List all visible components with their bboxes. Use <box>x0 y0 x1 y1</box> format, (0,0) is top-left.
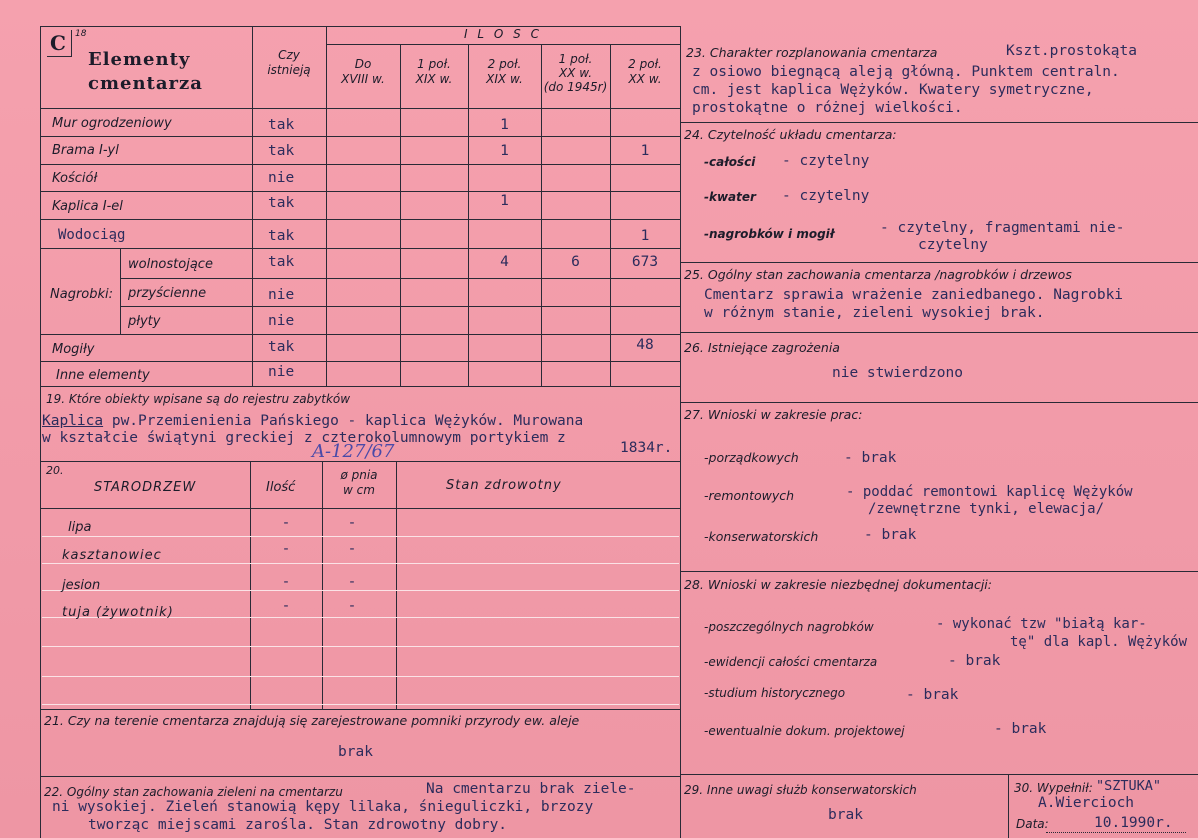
row-label: Kaplica I-el <box>52 199 123 214</box>
s22-text: ni wysokiej. Zieleń stanowią kępy lilaka, śnieguliczki, brzozy <box>52 799 594 815</box>
s28-c-value: - brak <box>906 687 959 703</box>
s25-label: 25. Ogólny stan zachowania cmentarza /nagrobków i drzewos <box>684 267 1072 282</box>
qty-value: 673 <box>631 254 659 270</box>
date-value: 10.1990r. <box>1094 815 1173 831</box>
tree-qty: - <box>281 515 291 531</box>
s22-label: 22. Ogólny stan zachowania zieleni na cmentarzu <box>44 785 343 799</box>
tree-pnia: - <box>347 574 357 590</box>
s27-label: 27. Wnioski w zakresie prac: <box>684 407 863 422</box>
s20-header-pnia: ø pnia w cm <box>340 468 378 497</box>
s27-c-label: -konserwatorskich <box>704 529 819 544</box>
s27-b-value: - poddać remontowi kaplicę Wężyków <box>846 484 1133 500</box>
s27-b-label: -remontowych <box>704 488 795 503</box>
s22-text: tworząc miejscami zarośla. Stan zdrowotny dobry. <box>88 817 508 833</box>
title-line1: Elementy <box>88 49 191 70</box>
row-label: płyty <box>128 314 161 329</box>
tree-pnia: - <box>347 598 357 614</box>
qty-value: 4 <box>500 254 509 270</box>
row-label: Mur ogrodzeniowy <box>52 116 172 131</box>
s28-d-label: -ewentualnie dokum. projektowej <box>704 724 905 738</box>
exists-value: tak <box>268 339 295 355</box>
period-header: 2 poł. XX w. <box>628 57 662 86</box>
s29-value: brak <box>828 807 863 823</box>
period-header: 1 poł. XIX w. <box>415 57 453 86</box>
row-label: Wodociąg <box>58 227 126 243</box>
row-label: Mogiły <box>52 342 95 357</box>
s23-text: z osiowo biegnącą aleją główną. Punktem centraln. <box>692 64 1120 80</box>
s28-d-value: - brak <box>994 721 1047 737</box>
s28-a-value: - wykonać tzw "białą kar- <box>936 616 1147 632</box>
exists-value: nie <box>268 313 295 329</box>
qty-value: 1 <box>500 117 509 133</box>
s27-c-value: - brak <box>864 527 917 543</box>
s24-c-value: czytelny <box>918 237 988 253</box>
s28-b-label: -ewidencji całości cmentarza <box>704 655 878 669</box>
s29-label: 29. Inne uwagi służb konserwatorskich <box>684 783 917 797</box>
tree-qty: - <box>281 541 291 557</box>
s20-header-health: Stan zdrowotny <box>446 478 562 493</box>
row-label: wolnostojące <box>128 257 213 272</box>
s24-b-value: - czytelny <box>782 188 870 204</box>
exists-value: tak <box>268 117 295 133</box>
row-label: przyścienne <box>128 286 207 301</box>
s27-a-value: - brak <box>844 450 897 466</box>
row-label: Kościół <box>52 171 98 186</box>
registry-number: A-127/67 <box>312 441 395 462</box>
filled-by-name: A.Wiercioch <box>1038 795 1135 811</box>
qty-value: 1 <box>500 193 509 209</box>
s28-a-value: tę" dla kapl. Wężyków <box>1010 634 1188 650</box>
exists-value: nie <box>268 287 295 303</box>
period-header: 1 poł. XX w. (do 1945r) <box>543 52 608 94</box>
s21-value: brak <box>338 744 373 760</box>
tree-qty: - <box>281 574 291 590</box>
s28-b-value: - brak <box>948 653 1001 669</box>
tree-name: lipa <box>68 520 92 535</box>
s30-label: 30. Wypełnił: <box>1014 781 1093 795</box>
period-header: Do XVIII w. <box>341 57 385 86</box>
s24-a-label: -całości <box>704 155 756 169</box>
s25-text: Cmentarz sprawia wrażenie zaniedbanego. Nagrobki <box>704 287 1124 303</box>
section-number: 18 <box>75 29 87 39</box>
exists-value: tak <box>268 143 295 159</box>
row-label: Inne elementy <box>56 368 150 383</box>
s24-b-label: -kwater <box>704 190 756 204</box>
tree-name: tuja (żywotnik) <box>62 605 174 620</box>
period-header: 2 poł. XIX w. <box>486 57 523 86</box>
exists-value: nie <box>268 364 295 380</box>
qty-value: 1 <box>640 143 650 159</box>
tree-name: kasztanowiec <box>62 548 162 563</box>
s22-text: Na cmentarzu brak ziele- <box>426 781 636 797</box>
s24-label: 24. Czytelność układu cmentarza: <box>684 127 897 142</box>
quantity-header: I L O S C <box>464 27 542 41</box>
filled-by-name: "SZTUKA" <box>1096 778 1162 794</box>
qty-value: 1 <box>640 228 650 244</box>
tree-qty: - <box>281 598 291 614</box>
s19-label: 19. Które obiekty wpisane są do rejestru zabytków <box>46 392 351 406</box>
exists-value: tak <box>268 254 295 270</box>
s19-year: 1834r. <box>620 440 673 456</box>
section-code: C <box>50 31 67 55</box>
s27-b-value: /zewnętrzne tynki, elewacja/ <box>868 501 1105 517</box>
col-exists-header: Czy istnieją <box>267 48 311 77</box>
s24-a-value: - czytelny <box>782 153 870 169</box>
nagrobki-label: Nagrobki: <box>50 287 114 302</box>
s26-label: 26. Istniejące zagrożenia <box>684 340 840 355</box>
s28-c-label: -studium historycznego <box>704 686 846 700</box>
row-label: Brama I-yl <box>52 143 119 158</box>
tree-name: jesion <box>62 578 101 593</box>
title-line2: cmentarza <box>88 73 203 94</box>
s27-a-label: -porządkowych <box>704 450 799 465</box>
qty-value: 6 <box>571 254 580 270</box>
s23-text: cm. jest kaplica Wężyków. Kwatery symetryczne, <box>692 82 1094 98</box>
s28-a-label: -poszczególnych nagrobków <box>704 620 874 634</box>
date-label: Data: <box>1016 817 1049 831</box>
s25-text: w różnym stanie, zieleni wysokiej brak. <box>704 305 1045 321</box>
s23-text: prostokątne o różnej wielkości. <box>692 100 963 116</box>
tree-pnia: - <box>347 515 357 531</box>
qty-value: 1 <box>500 143 509 159</box>
s28-label: 28. Wnioski w zakresie niezbędnej dokumentacji: <box>684 577 992 592</box>
s20-number: 20. <box>46 464 64 477</box>
s23-text: Kszt.prostokąta <box>1006 43 1137 59</box>
s21-label: 21. Czy na terenie cmentarza znajdują się zarejestrowane pomniki przyrody ew. aleje <box>44 713 580 728</box>
qty-value: 48 <box>636 337 654 353</box>
s20-header-tree: STARODRZEW <box>94 480 197 495</box>
s26-value: nie stwierdzono <box>832 365 963 381</box>
s19-line1: Kaplica pw.Przemienienia Pańskiego - kaplica Wężyków. Murowana <box>42 413 584 429</box>
s23-label: 23. Charakter rozplanowania cmentarza <box>686 45 938 60</box>
s24-c-value: - czytelny, fragmentami nie- <box>880 220 1125 236</box>
exists-value: nie <box>268 170 295 186</box>
s19-line2: w kształcie świątyni greckiej z czterokolumnowym portykiem z <box>42 430 566 446</box>
exists-value: tak <box>268 195 295 211</box>
s24-c-label: -nagrobków i mogił <box>704 227 835 241</box>
tree-pnia: - <box>347 541 357 557</box>
exists-value: tak <box>268 228 295 244</box>
s20-header-qty: Ilość <box>266 480 296 495</box>
